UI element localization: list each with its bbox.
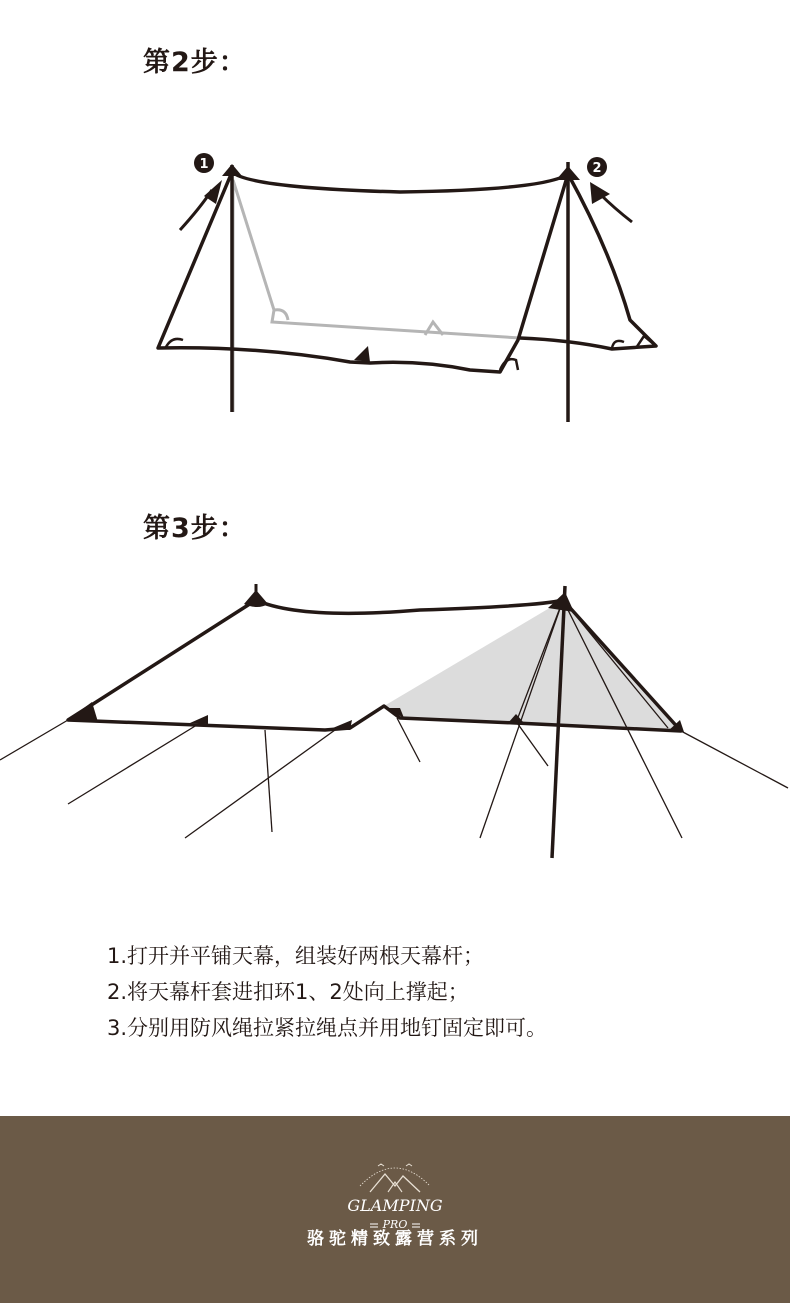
brand-footer bbox=[0, 1116, 790, 1303]
brand-series-title: 骆驼精致露营系列 bbox=[307, 1229, 483, 1249]
step3-title: 第3步： bbox=[143, 513, 247, 544]
step3-tarp-diagram bbox=[0, 580, 790, 870]
marker-2-label: 2 bbox=[592, 161, 602, 176]
step2-title: 第2步： bbox=[143, 47, 247, 78]
raise-arrow-left-icon bbox=[180, 180, 222, 230]
logo-sub-text: PRO bbox=[382, 1218, 408, 1231]
instruction-step-1: 1.打开并平铺天幕，组装好两根天幕杆； bbox=[107, 944, 485, 968]
step3-shaded-panel bbox=[384, 600, 681, 731]
logo-main-text: GLAMPING bbox=[347, 1196, 443, 1215]
marker-1-icon bbox=[194, 153, 214, 173]
step2-raised-tarp bbox=[158, 172, 568, 372]
step2-tarp-diagram bbox=[0, 150, 790, 430]
instruction-list bbox=[107, 938, 547, 1046]
step2-flat-tarp-outline bbox=[233, 180, 520, 412]
marker-2-icon bbox=[587, 157, 607, 177]
instruction-step-3: 3.分别用防风绳拉紧拉绳点并用地钉固定即可。 bbox=[107, 1016, 548, 1040]
marker-1-label: 1 bbox=[199, 157, 209, 172]
raise-arrow-right-icon bbox=[590, 182, 632, 222]
instruction-step-2: 2.将天幕杆套进扣环1、2处向上撑起； bbox=[107, 980, 469, 1004]
